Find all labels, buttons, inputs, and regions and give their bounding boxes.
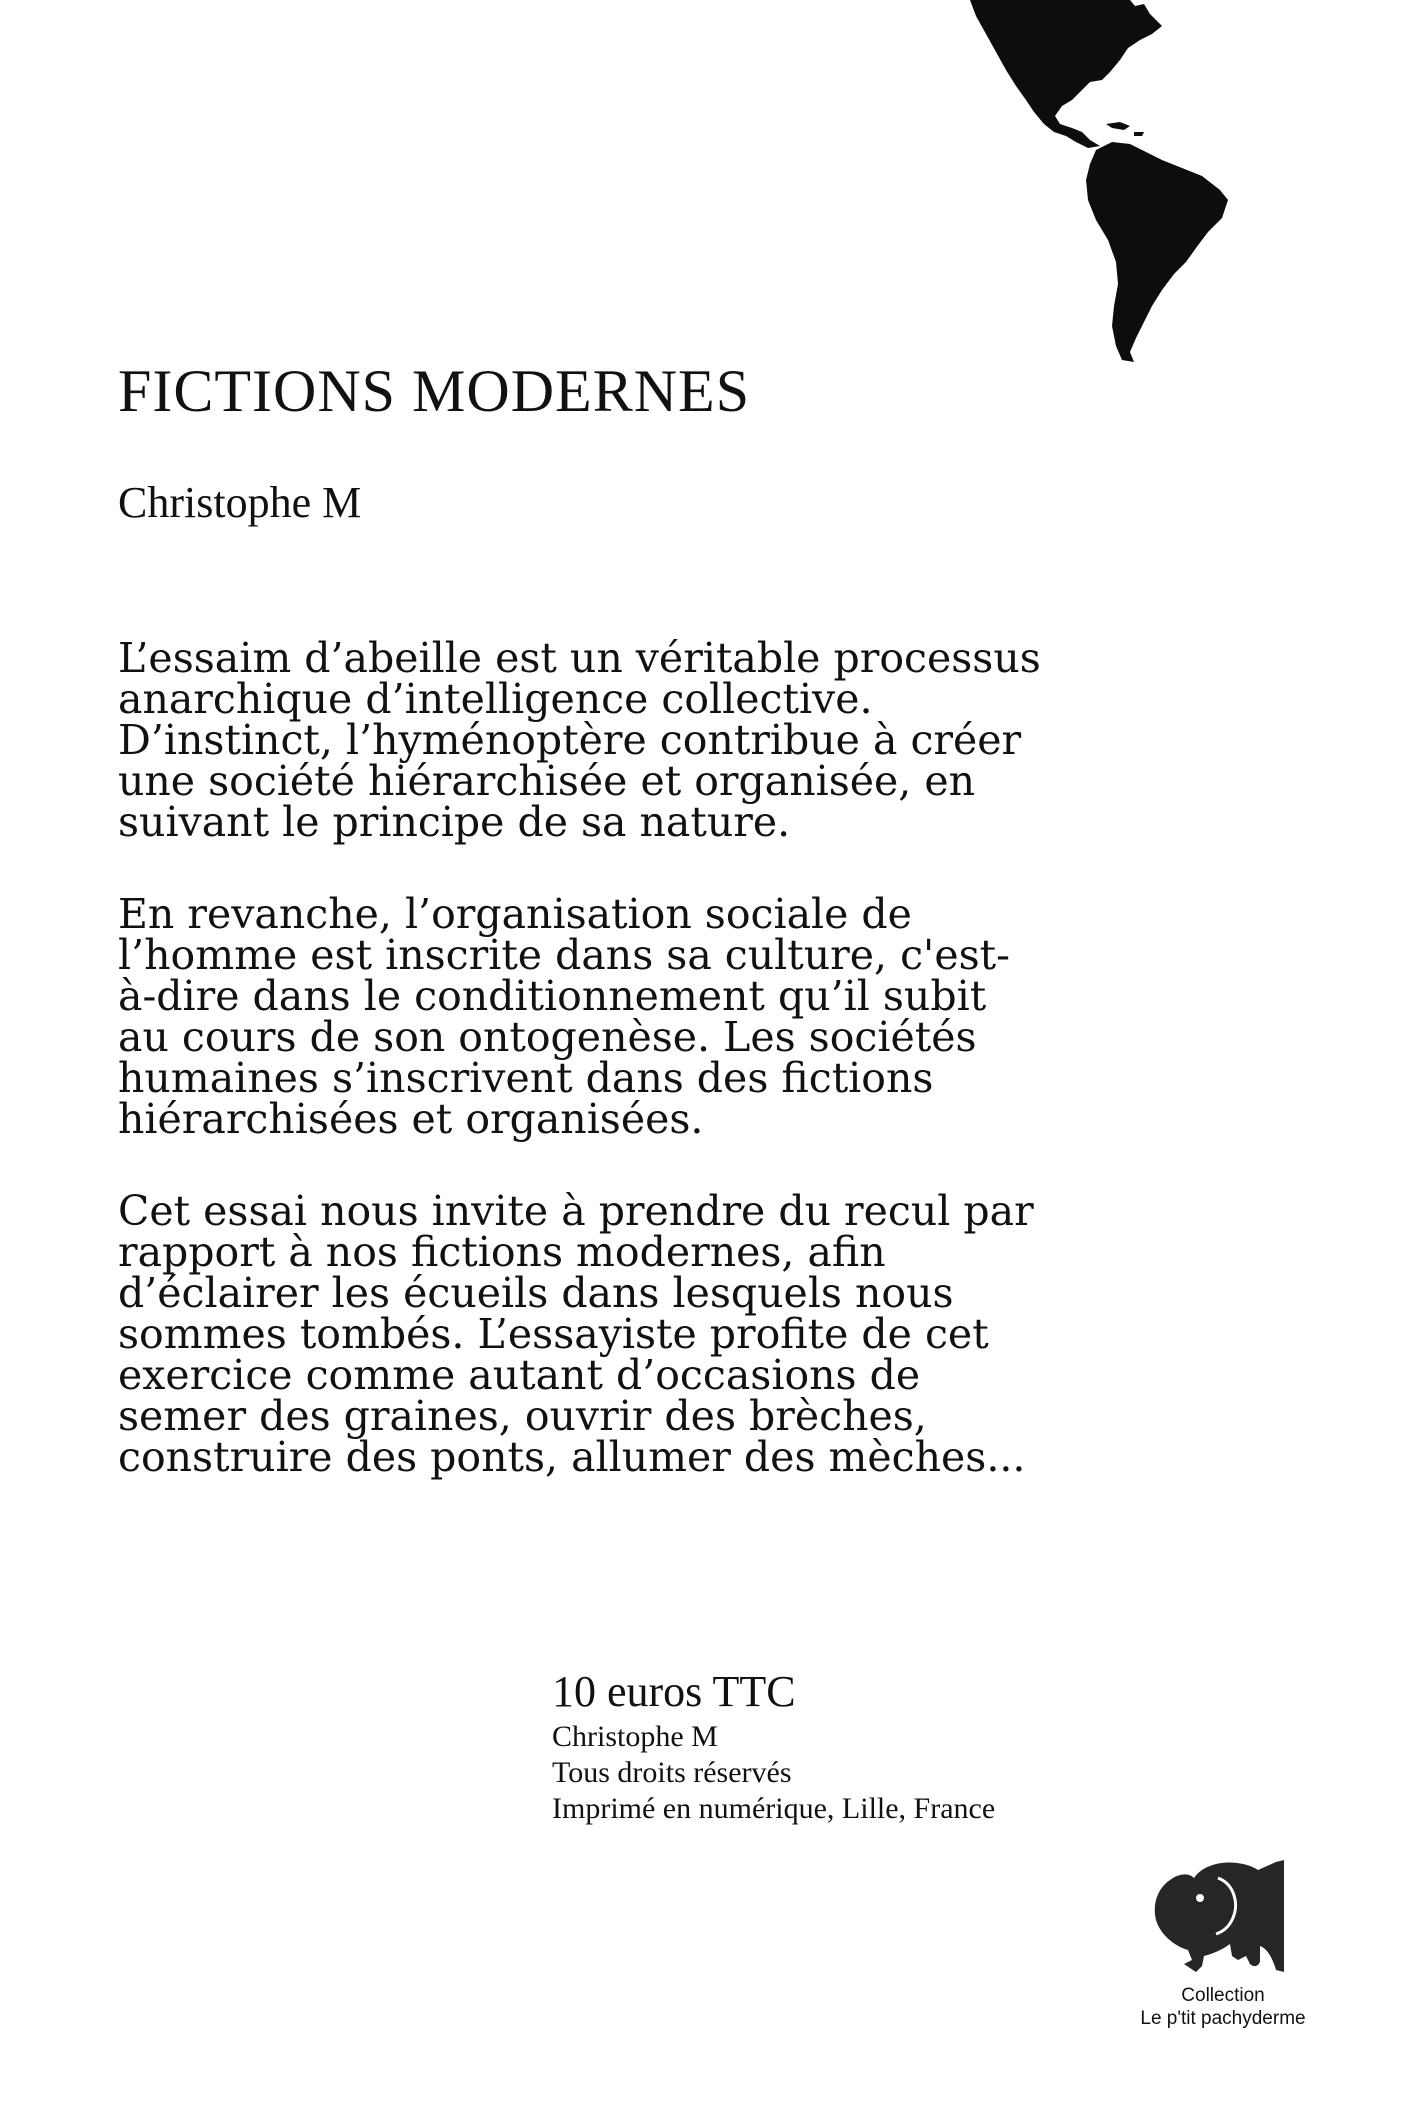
blurb-line: semer des graines, ouvrir des brèches, <box>118 1392 927 1440</box>
blurb-line: Cet essai nous invite à prendre du recul par <box>118 1187 1034 1235</box>
blurb-line: En revanche, l’organisation sociale de <box>118 890 912 938</box>
rights-notice: Tous droits réservés <box>552 1756 792 1789</box>
blurb-line: d’éclairer les écueils dans lesquels nous <box>118 1269 954 1317</box>
blurb-line: D’instinct, l’hyménoptère contribue à créer <box>118 716 1022 764</box>
collection-name: Le p'tit pachyderme <box>1140 2008 1306 2029</box>
blurb-line: hiérarchisées et organisées. <box>118 1095 704 1143</box>
blurb-line: suivant le principe de sa nature. <box>118 798 791 846</box>
caribbean-islands-shape <box>1106 122 1144 136</box>
blurb-line: sommes tombés. L’essayiste profite de cet <box>118 1310 989 1358</box>
blurb-line: construire des ponts, allumer des mèches... <box>118 1433 1026 1481</box>
blurb-line: une société hiérarchisée et organisée, en <box>118 757 976 805</box>
blurb-line: anarchique d’intelligence collective. <box>118 675 873 723</box>
north-america-shape <box>970 0 1162 148</box>
blurb-line: L’essaim d’abeille est un véritable processus <box>118 634 1041 682</box>
blurb-line: à-dire dans le conditionnement qu’il subit <box>118 972 987 1020</box>
blurb-line: humaines s’inscrivent dans des fictions <box>118 1054 934 1102</box>
back-cover-blurb <box>118 634 1128 1529</box>
collection-label <box>1098 1984 1348 2030</box>
blurb-line: rapport à nos fictions modernes, afin <box>118 1228 886 1276</box>
elephant-silhouette <box>1155 1860 1284 1972</box>
printing-notice: Imprimé en numérique, Lille, France <box>552 1792 996 1825</box>
colophon <box>552 1665 995 1827</box>
elephant-eye <box>1196 1894 1204 1902</box>
colophon-author: Christophe M <box>552 1720 718 1753</box>
blurb-line: exercice comme autant d’occasions de <box>118 1351 921 1399</box>
blurb-paragraph <box>118 634 1128 846</box>
blurb-line: l’homme est inscrite dans sa culture, c'est- <box>118 931 1010 979</box>
price-label: 10 euros TTC <box>552 1667 796 1716</box>
blurb-paragraph <box>118 890 1128 1143</box>
americas-map-illustration <box>930 0 1260 365</box>
elephant-logo-icon <box>1148 1860 1288 1978</box>
book-author: Christophe M <box>118 478 362 527</box>
collection-word: Collection <box>1181 1985 1265 2006</box>
blurb-line: au cours de son ontogenèse. Les sociétés <box>118 1013 977 1061</box>
blurb-paragraph <box>118 1187 1128 1481</box>
south-america-shape <box>1086 142 1228 362</box>
book-title: FICTIONS MODERNES <box>118 358 751 424</box>
